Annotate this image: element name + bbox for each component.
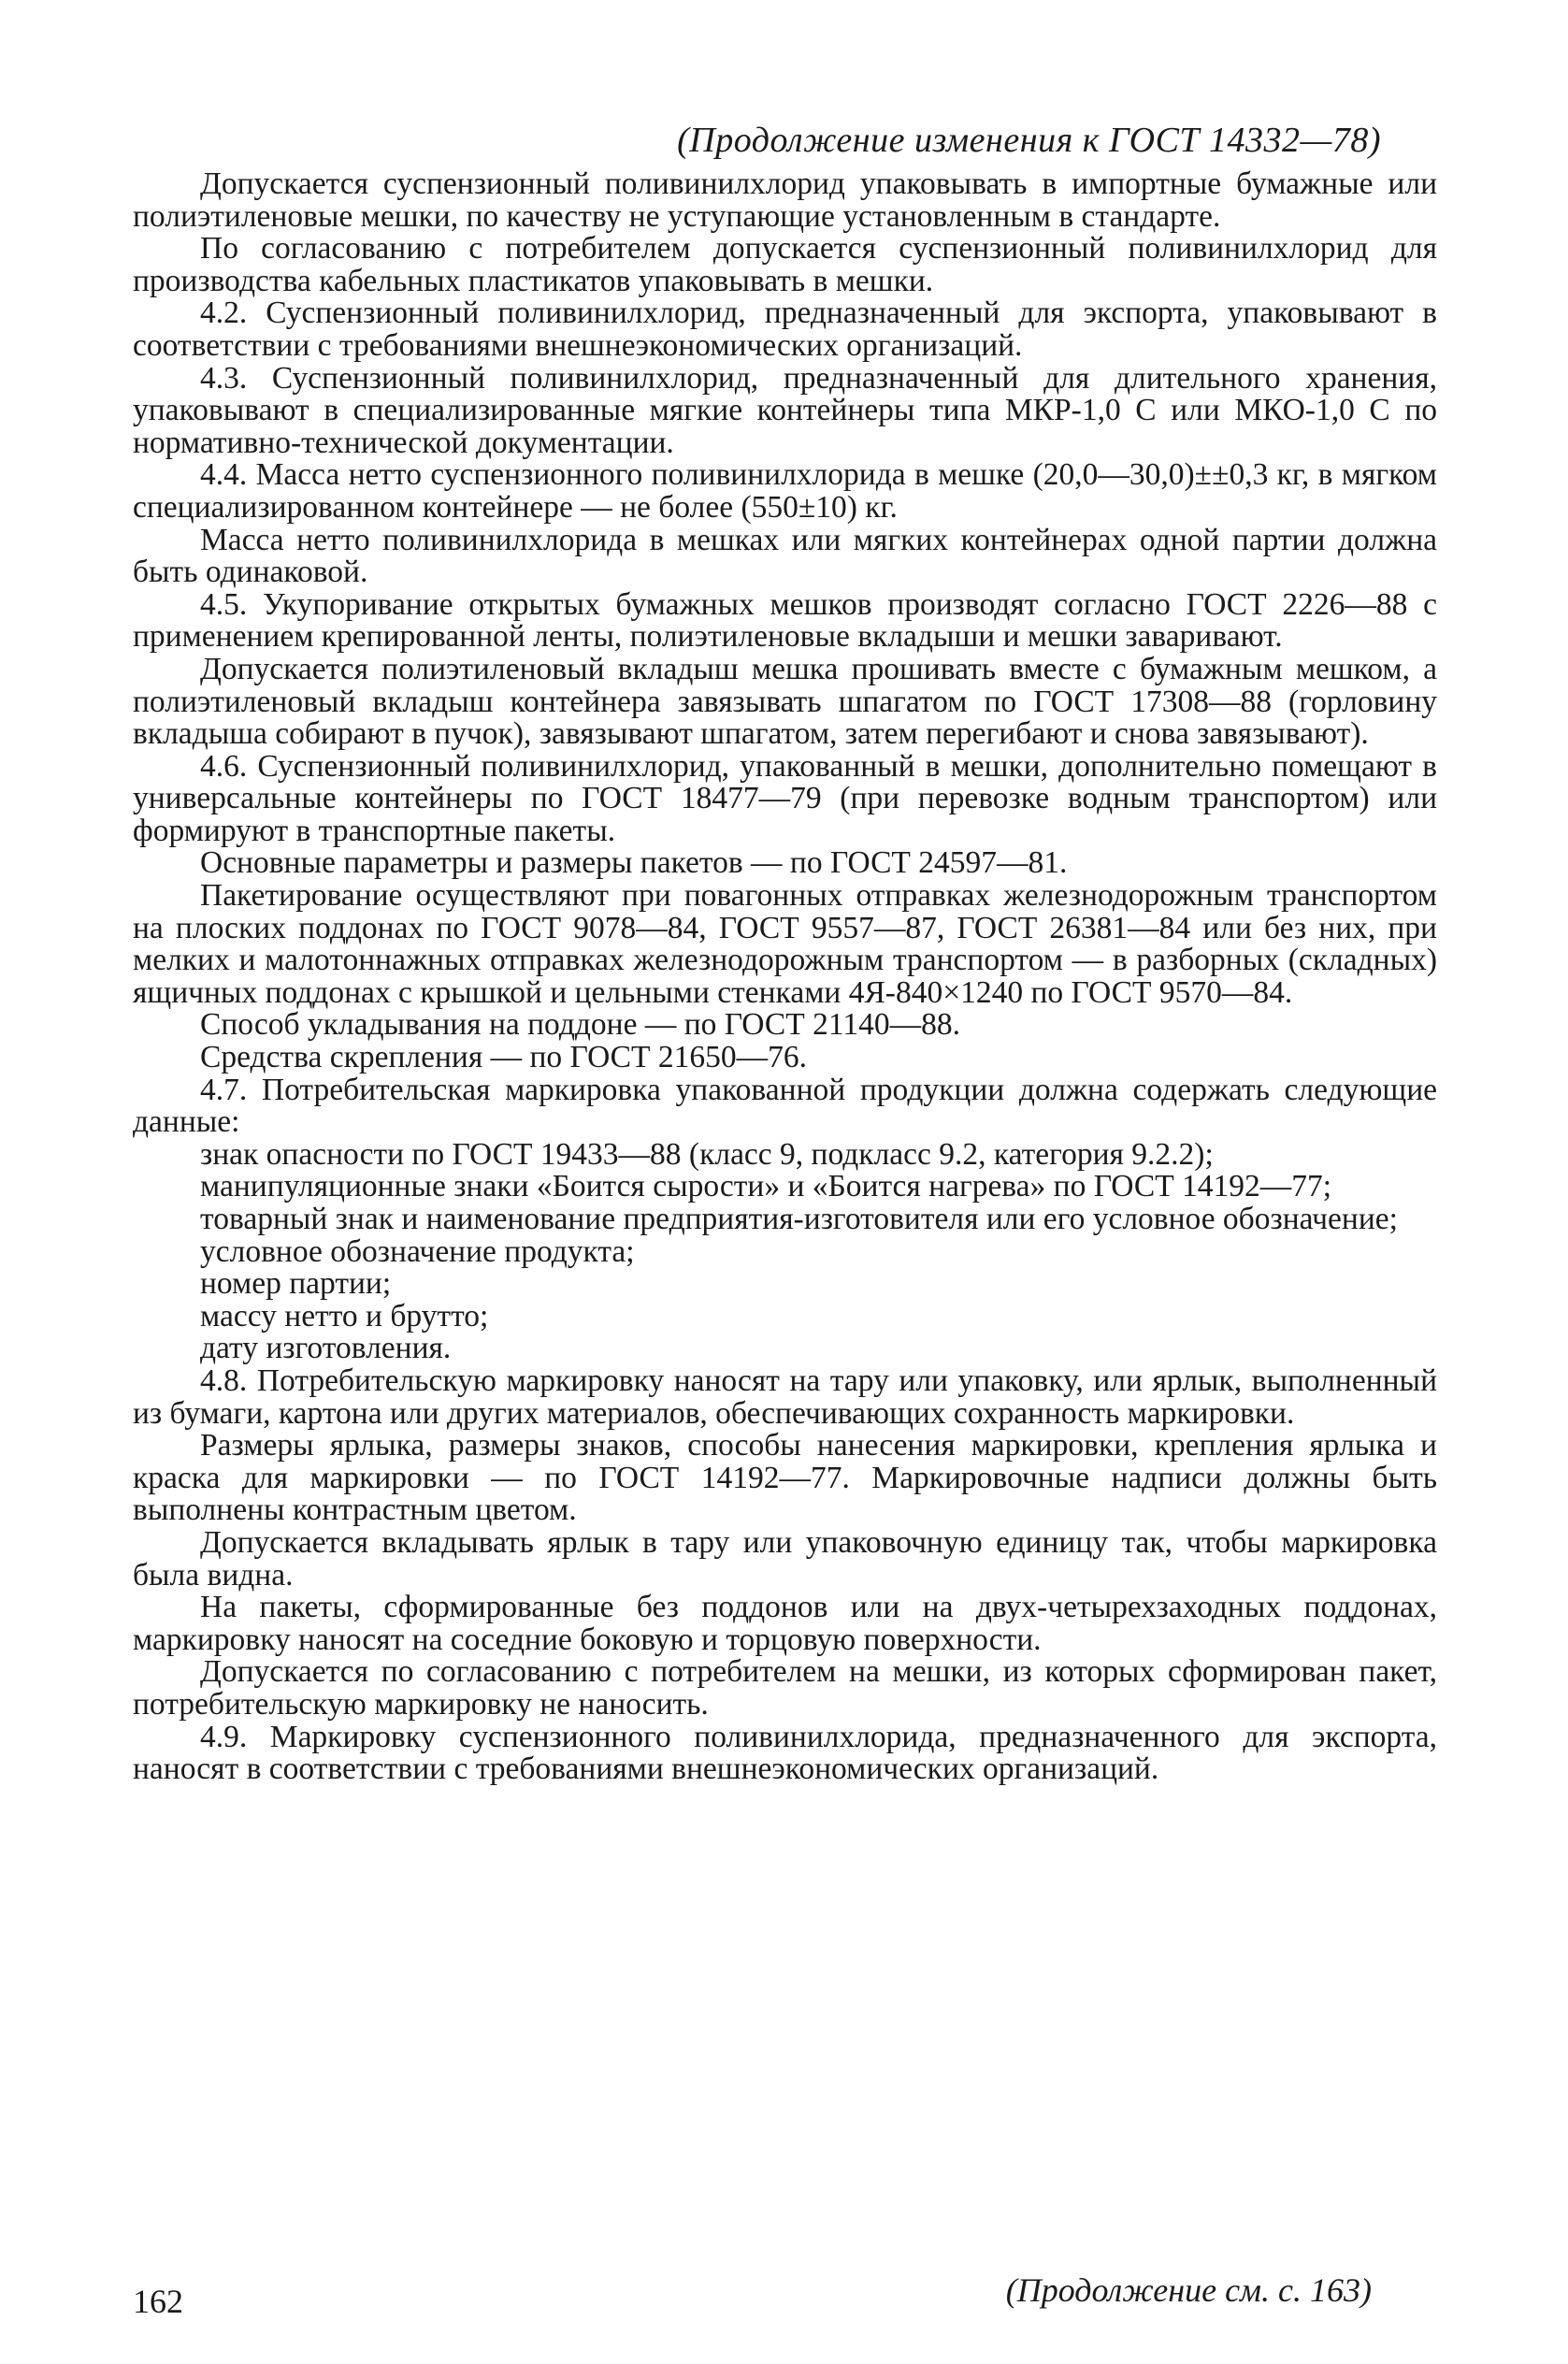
paragraph: 4.3. Суспензионный поливинилхлорид, предназначенный для длительного хранения, упаковывают в специализированные мягкие контейнеры типа МКР-1,0 С или МКО-1,0 С по нормативно-технической документации. [133,360,1437,460]
list-item: массу нетто и брутто; [200,1298,489,1333]
list-item: знак опасности по ГОСТ 19433—88 (класс 9, подкласс 9.2, категория 9.2.2); [200,1136,1214,1172]
paragraph: Допускается вкладывать ярлык в тару или упаковочную единицу так, чтобы маркировка была видна. [133,1524,1437,1593]
continuation-note: (Продолжение см. с. 163) [1005,2271,1372,2309]
paragraph: 4.5. Укупоривание открытых бумажных мешков производят согласно ГОСТ 2226—88 с применением крепированной ленты, полиэтиленовые вкладыши и мешки заваривают. [133,586,1437,655]
paragraph: Пакетирование осуществляют при повагонных отправках железнодорожным транспортом на плоских поддонах по ГОСТ 9078—84, ГОСТ 9557—87, ГОСТ 26381—84 или без них, при мелких и малотоннажных отправках железнодорожным транспортом — в разборных (складных) ящичных поддонах с крышкой и цельными стенками 4Я-840×1240 по ГОСТ 9570—84. [133,878,1437,1010]
paragraph: Допускается суспензионный поливинилхлорид упаковывать в импортные бумажные или полиэтиленовые мешки, по качеству не уступающие установленным в стандарте. [133,166,1437,234]
list-item: товарный знак и наименование предприятия-изготовителя или его условное обозначение; [200,1202,1398,1236]
page-number: 162 [133,2283,183,2320]
list-item: дату изготовления. [200,1331,452,1366]
paragraph: На пакеты, сформированные без поддонов или на двух-четырехзаходных поддонах, маркировку наносят на соседние боковую и торцовую поверхности. [133,1590,1437,1657]
list-item: манипуляционные знаки «Боится сырости» и «Боится нагрева» по ГОСТ 14192—77; [200,1169,1332,1204]
paragraph: Размеры ярлыка, размеры знаков, способы нанесения маркировки, крепления ярлыка и краска для маркировки — по ГОСТ 14192—77. Маркировочные надписи должны быть выполнены контрастным цветом. [133,1428,1437,1528]
list-item: условное обозначение продукта; [200,1233,635,1269]
paragraph: 4.8. Потребительскую маркировку наносят на тару или упаковку, или ярлык, выполненный из бумаги, картона или других материалов, обеспечивающих сохранность маркировки. [133,1362,1437,1431]
paragraph: Способ укладывания на поддоне — по ГОСТ 21140—88. [200,1007,960,1043]
list-item: номер партии; [200,1266,392,1302]
paragraph: 4.7. Потребительская маркировка упакованной продукции должна содержать следующие данные: [133,1072,1437,1140]
paragraph: 4.2. Суспензионный поливинилхлорид, предназначенный для экспорта, упаковывают в соответствии с требованиями внешнеэкономических организаций. [133,296,1437,363]
paragraph: Основные параметры и размеры пакетов — по ГОСТ 24597—81. [200,845,1068,881]
paragraph: Допускается по согласованию с потребителем на мешки, из которых сформирован пакет, потребительскую маркировку не наносить. [133,1654,1437,1722]
paragraph: Допускается полиэтиленовый вкладыш мешка прошивать вместе с бумажным мешком, а полиэтиленовый вкладыш контейнера завязывать шпагатом по ГОСТ 17308—88 (горловину вкладыша собирают в пучок), завязывают шпагатом, затем перегибают и снова завязывают). [133,651,1437,752]
paragraph: Средства скрепления — по ГОСТ 21650—76. [200,1040,807,1075]
paragraph: Масса нетто поливинилхлорида в мешках или мягких контейнерах одной партии должна быть одинаковой. [133,522,1437,590]
body-text [133,168,1437,1786]
page-header: (Продолжение изменения к ГОСТ 14332—78) [677,121,1381,160]
paragraph: 4.9. Маркировку суспензионного поливинилхлорида, предназначенного для экспорта, наносят в соответствии с требованиями внешнеэкономических организаций. [133,1719,1437,1787]
paragraph: 4.6. Суспензионный поливинилхлорид, упакованный в мешки, дополнительно помещают в универсальные контейнеры по ГОСТ 18477—79 (при перевозке водным транспортом) или формируют в транспортные пакеты. [133,748,1437,848]
paragraph: 4.4. Масса нетто суспензионного поливинилхлорида в мешке (20,0—30,0)±±0,3 кг, в мягком специализированном контейнере — не более (550±10) кг. [133,457,1437,525]
paragraph: По согласованию с потребителем допускается суспензионный поливинилхлорид для производства кабельных пластикатов упаковывать в мешки. [133,231,1437,298]
